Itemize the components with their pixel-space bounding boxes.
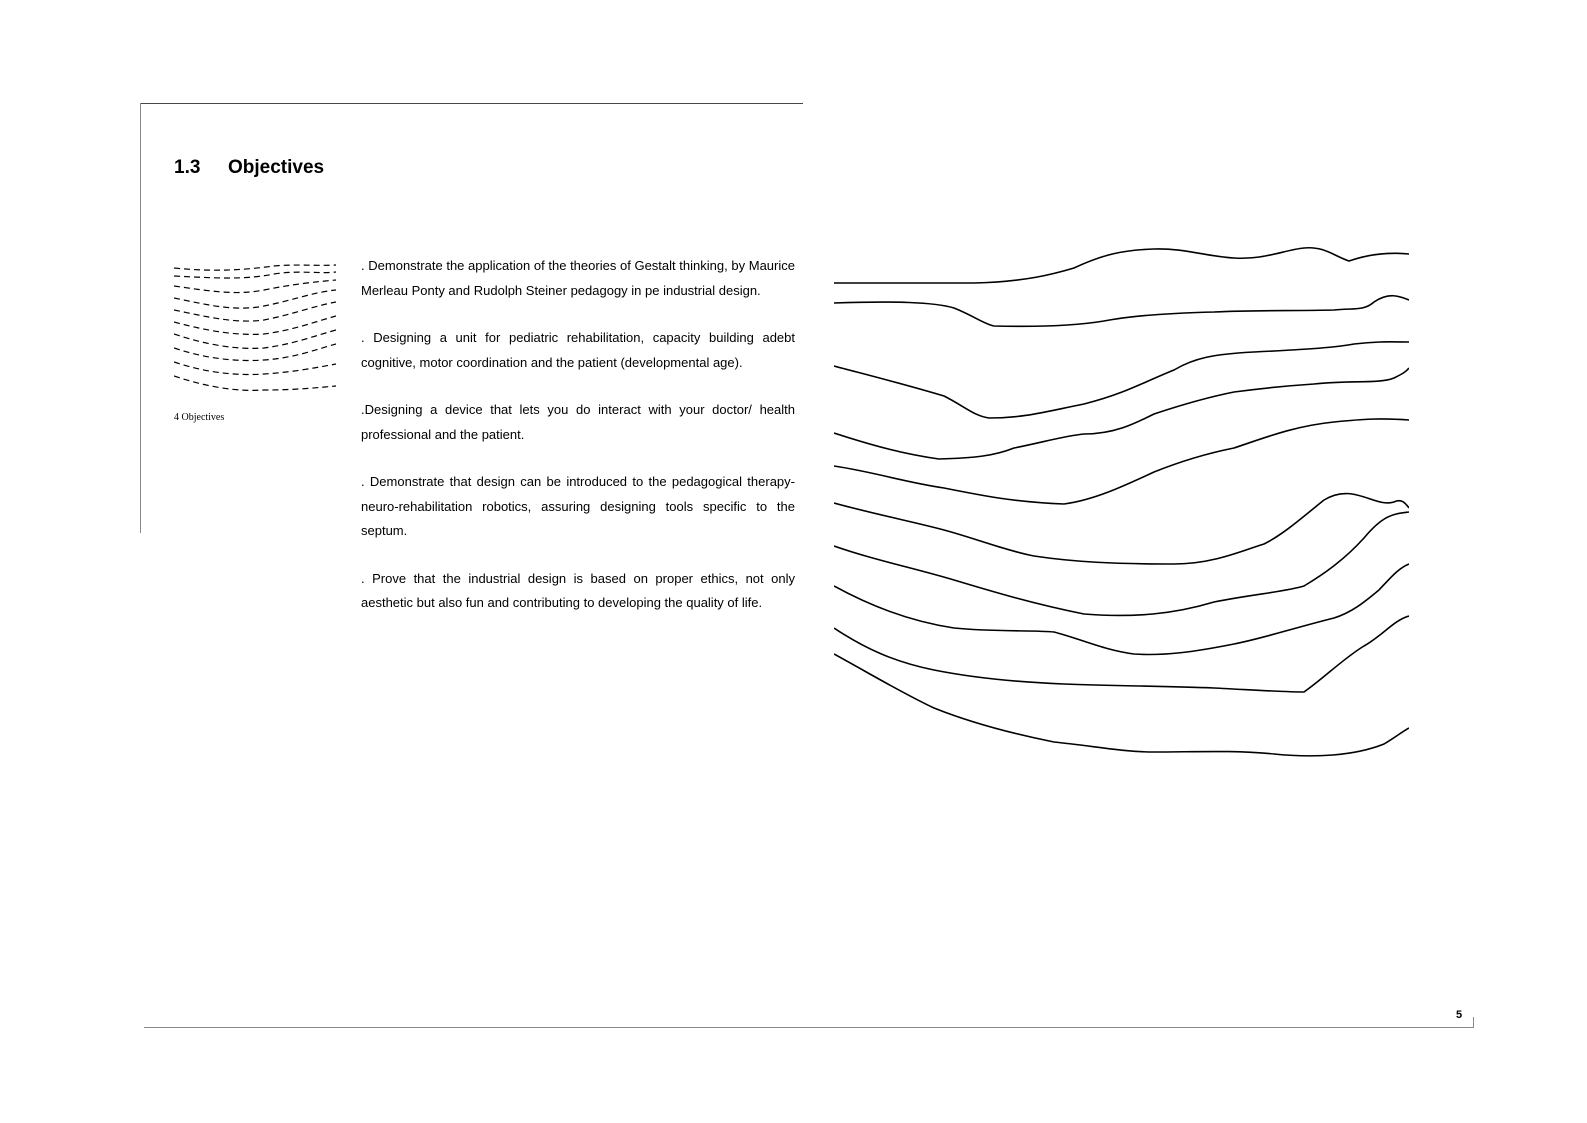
objective-paragraph: .Designing a device that lets you do interact with your doctor/ health professional and the patient. <box>361 402 795 442</box>
section-number: 1.3 <box>174 157 201 178</box>
page-number: 5 <box>1456 1009 1463 1021</box>
margin-rule <box>140 103 141 533</box>
wave-line <box>834 654 1409 756</box>
objective-paragraph: . Demonstrate that design can be introduced to the pedagogical therapy-neuro-rehabilitation robotics, assuring designing tools specific to the septum. <box>361 474 795 538</box>
objective-paragraph: . Designing a unit for pediatric rehabilitation, capacity building adebt cognitive, motor coordination and the patient (developmental age). <box>361 330 795 370</box>
wave-line <box>834 342 1409 418</box>
wave-line <box>834 494 1409 564</box>
figure-caption: 4 Objectives <box>174 412 225 423</box>
footer-rule <box>144 1027 1474 1028</box>
section-heading <box>174 157 324 179</box>
wave-lines-illustration <box>834 246 1409 776</box>
wave-line <box>834 419 1409 504</box>
objectives-thumbnail-figure <box>174 264 336 398</box>
wave-line <box>834 248 1409 283</box>
wave-line <box>834 616 1409 692</box>
objective-paragraph: . Prove that the industrial design is based on proper ethics, not only aesthetic but also fun and contributing to developing the quality of life. <box>361 570 795 610</box>
header-rule <box>141 103 803 104</box>
objectives-list <box>361 254 795 639</box>
objective-paragraph: . Demonstrate the application of the theories of Gestalt thinking, by Maurice Merleau Ponty and Rudolph Steiner pedagogy in pe industrial design. <box>361 258 795 298</box>
wave-line <box>834 296 1409 327</box>
wave-line <box>834 368 1409 459</box>
section-title: Objectives <box>228 157 325 178</box>
footer-corner-tick <box>1473 1017 1474 1028</box>
wave-line <box>834 564 1409 655</box>
